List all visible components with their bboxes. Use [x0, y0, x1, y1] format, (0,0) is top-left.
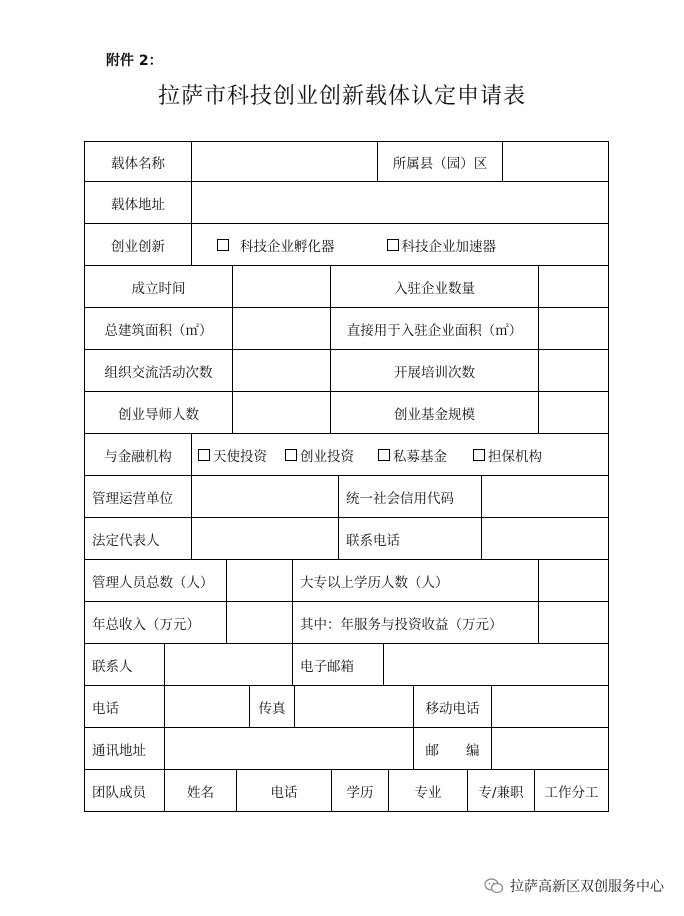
application-form	[84, 141, 609, 812]
input-phone[interactable]	[165, 686, 250, 727]
input-contact-phone[interactable]	[482, 518, 608, 559]
input-mobile[interactable]	[492, 686, 608, 727]
label-total-area: 总建筑面积（㎡）	[85, 308, 233, 349]
input-credit-code[interactable]	[482, 476, 608, 517]
row-carrier-name	[84, 141, 609, 182]
input-established[interactable]	[233, 266, 331, 307]
input-mail-address[interactable]	[165, 728, 414, 769]
label-mail-address: 通讯地址	[85, 728, 165, 769]
checkbox-incubator[interactable]: 科技企业孵化器	[217, 235, 335, 255]
attachment-label: 附件 2：	[106, 53, 163, 69]
checkbox-icon	[473, 449, 485, 461]
input-carrier-address[interactable]	[192, 182, 608, 223]
input-events[interactable]	[233, 350, 331, 391]
label-credit-code: 统一社会信用代码	[339, 476, 482, 517]
checkbox-angel[interactable]: 天使投资	[198, 445, 267, 465]
row-innovation	[84, 224, 609, 266]
header-duty: 工作分工	[544, 784, 599, 801]
label-events: 组织交流活动次数	[85, 350, 233, 391]
label-college: 大专以上学历人数（人）	[293, 560, 539, 601]
checkbox-venture[interactable]: 创业投资	[285, 445, 354, 465]
checkbox-icon	[217, 239, 229, 251]
wechat-icon	[484, 878, 504, 894]
row-legal-rep	[84, 518, 609, 560]
label-direct-area: 直接用于入驻企业面积（㎡）	[331, 308, 539, 349]
label-contact-person: 联系人	[85, 644, 165, 685]
label-innovation: 创业创新	[85, 224, 192, 265]
input-direct-area[interactable]	[539, 308, 608, 349]
header-tel: 电话	[237, 770, 332, 811]
label-staff-total: 管理人员总数（人）	[85, 560, 227, 601]
input-carrier-name[interactable]	[192, 142, 378, 181]
input-fax[interactable]	[295, 686, 414, 727]
label-company-count: 入驻企业数量	[331, 266, 539, 307]
label-email: 电子邮箱	[293, 644, 384, 685]
innovation-options	[192, 224, 608, 265]
label-team: 团队成员	[85, 770, 165, 811]
form-title: 拉萨市科技创业创新载体认定申请表	[157, 84, 526, 109]
checkbox-accelerator[interactable]: 科技企业加速器	[387, 235, 497, 255]
label-county: 所属县（园）区	[378, 142, 503, 181]
input-total-area[interactable]	[233, 308, 331, 349]
label-financial: 与金融机构	[85, 434, 192, 475]
input-staff-total[interactable]	[227, 560, 293, 601]
label-phone: 电话	[85, 686, 165, 727]
row-operator	[84, 476, 609, 518]
financial-options	[192, 434, 608, 475]
checkbox-icon	[198, 449, 210, 461]
row-contact	[84, 644, 609, 686]
input-company-count[interactable]	[539, 266, 608, 307]
label-annual-income: 年总收入（万元）	[85, 602, 227, 643]
input-postcode[interactable]	[492, 728, 608, 769]
input-service-income[interactable]	[539, 602, 608, 643]
checkbox-icon	[387, 239, 399, 251]
row-carrier-address	[84, 182, 609, 224]
label-fund-scale: 创业基金规模	[331, 392, 539, 433]
input-county[interactable]	[503, 142, 608, 181]
header-major: 专业	[389, 770, 468, 811]
label-fax: 传真	[250, 686, 295, 727]
label-carrier-name: 载体名称	[85, 142, 192, 181]
label-established: 成立时间	[85, 266, 233, 307]
checkbox-private-fund[interactable]: 私募基金	[378, 445, 447, 465]
label-legal-rep: 法定代表人	[85, 518, 192, 559]
input-email[interactable]	[384, 644, 608, 685]
row-phones	[84, 686, 609, 728]
header-name: 姓名	[165, 770, 237, 811]
label-contact-phone: 联系电话	[339, 518, 482, 559]
label-mobile: 移动电话	[414, 686, 492, 727]
row-mentors	[84, 392, 609, 434]
row-staff	[84, 560, 609, 602]
label-postcode: 邮 编	[414, 728, 492, 769]
label-carrier-address: 载体地址	[85, 182, 192, 223]
checkbox-guarantee[interactable]: 担保机构	[473, 445, 542, 465]
input-trainings[interactable]	[539, 350, 608, 391]
row-financial	[84, 434, 609, 476]
input-contact-person[interactable]	[165, 644, 293, 685]
label-trainings: 开展培训次数	[331, 350, 539, 391]
input-college[interactable]	[539, 560, 608, 601]
row-established	[84, 266, 609, 308]
row-area	[84, 308, 609, 350]
input-operator[interactable]	[192, 476, 339, 517]
input-legal-rep[interactable]	[192, 518, 339, 559]
label-service-income: 其中：年服务与投资收益（万元）	[293, 602, 539, 643]
row-events	[84, 350, 609, 392]
checkbox-icon	[378, 449, 390, 461]
label-mentors: 创业导师人数	[85, 392, 233, 433]
footer-watermark	[484, 876, 664, 896]
input-annual-income[interactable]	[227, 602, 293, 643]
input-fund-scale[interactable]	[539, 392, 608, 433]
header-fulltime: 专/兼职	[468, 770, 535, 811]
row-income	[84, 602, 609, 644]
header-education: 学历	[332, 770, 389, 811]
input-mentors[interactable]	[233, 392, 331, 433]
row-team-header	[84, 770, 609, 812]
row-address	[84, 728, 609, 770]
label-operator: 管理运营单位	[85, 476, 192, 517]
checkbox-icon	[285, 449, 297, 461]
footer-account: 拉萨高新区双创服务中心	[510, 879, 664, 895]
